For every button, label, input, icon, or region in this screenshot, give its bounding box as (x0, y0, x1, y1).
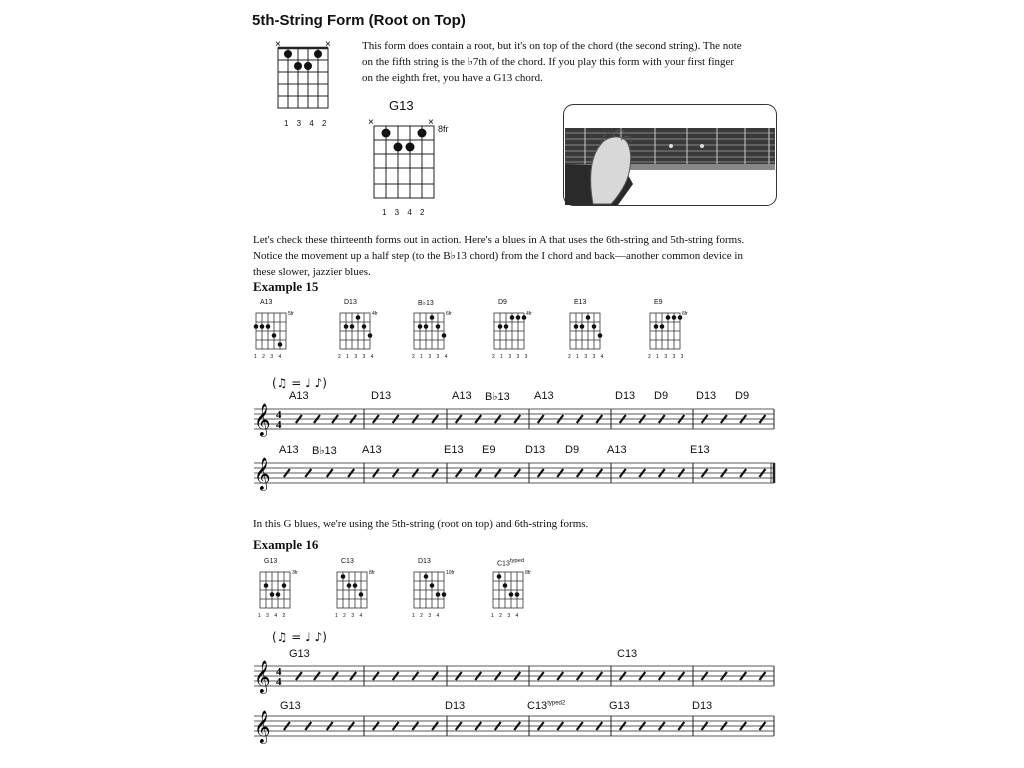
ex16-line2-chord-symbol: G13 (609, 700, 630, 712)
ex15-diagram-name: E13 (574, 299, 587, 306)
ex16-diagram-fingering: 1 2 3 4 (335, 613, 365, 619)
guitar-neck-photo (563, 104, 777, 206)
ex16-chord-diagram (410, 568, 450, 613)
svg-text:×: × (428, 117, 434, 128)
ex15-diagram-fingering: 2 1 3 3 4 (338, 354, 376, 360)
ex15-line2-chord-symbol: D13 (525, 444, 546, 456)
example-16-heading: Example 16 (253, 537, 319, 552)
ex15-line2-chord-symbol: A13 (362, 444, 382, 456)
ex16-diagram-fret: 8fr (369, 570, 375, 576)
ex15-diagram-name: D13 (344, 299, 357, 306)
g13-chord-name: G13 (389, 98, 414, 113)
ex15-line1-chord-symbol: D13 (696, 390, 717, 402)
ex15-diagram-fret: 6fr (446, 311, 452, 317)
ex16-diagram-fret: 10fr (446, 570, 455, 576)
ex15-diagram-fret: 4fr (526, 311, 532, 317)
g13-chord-diagram (366, 118, 446, 208)
ex15-diagram-fingering: 2 1 3 3 4 (412, 354, 450, 360)
ex15-chord-diagram (336, 309, 376, 354)
g-blues-paragraph: In this G blues, we're using the 5th-string (root on top) and 6th-string forms. (253, 518, 589, 530)
ex15-line1-chord-symbol: D9 (735, 390, 750, 402)
ex16-diagram-fingering: 1 2 3 4 (412, 613, 442, 619)
ex15-line1-chord-symbol: D13 (371, 390, 392, 402)
ex15-diagram-fret: 4fr (372, 311, 378, 317)
ex16-diagram-fret: 8fr (525, 570, 531, 576)
ex15-line2-chord-symbol: A13 (607, 444, 627, 456)
ex15-line1-chord-symbol: D13 (615, 390, 636, 402)
ex16-chord-diagram (489, 568, 529, 613)
ex16-diagram-fret: 3fr (292, 570, 298, 576)
ex15-diagram-name: D9 (498, 299, 507, 306)
ex15-chord-diagram (490, 309, 530, 354)
intro-paragraph: This form does contain a root, but it's on top of the chord (the second string). The note on the fifth string is the ♭7th of the chord. If you play this form with your first finger on the eighth fret, you have a G13 chord. (362, 40, 742, 84)
ex15-chord-diagram (410, 309, 450, 354)
g13-fingering: 1 3 4 2 (382, 208, 428, 217)
ex16-diagram-name: $C13^{typed}$ (497, 558, 525, 568)
ex15-diagram-name: B♭13 (418, 300, 434, 307)
example-16-swing-marking: (♫ = ♩ ♪) (272, 630, 327, 644)
g13-fret-label: 8fr (438, 124, 449, 134)
svg-text:×: × (368, 117, 374, 128)
ex16-diagram-name: C13 (341, 558, 354, 565)
ex15-diagram-fingering: 2 1 3 3 4 (568, 354, 606, 360)
ex16-diagram-name: D13 (418, 558, 431, 565)
ex16-line1-chord-symbol: G13 (289, 648, 310, 660)
generic-chord-fingering: 1 3 4 2 (284, 119, 330, 128)
ex16-diagram-name: G13 (264, 558, 278, 565)
ex15-line1-chord-symbol: A13 (452, 390, 472, 402)
treble-clef-icon: 𝄞 (254, 457, 271, 490)
section-heading: 5th-String Form (Root on Top) (252, 12, 466, 29)
ex15-line2-chord-symbol: E13 (690, 444, 710, 456)
ex16-chord-diagram (256, 568, 296, 613)
ex16-line2-chord-symbol: $C13^{typed2}$ (527, 700, 566, 712)
ex15-diagram-name: E9 (654, 299, 663, 306)
ex15-line1-chord-symbol: D9 (654, 390, 669, 402)
ex15-line1-chord-symbol: A13 (289, 390, 309, 402)
ex16-diagram-fingering: 1 2 3 4 (491, 613, 521, 619)
ex15-diagram-fingering: 1 2 3 4 (254, 354, 284, 360)
ex15-line2-chord-symbol: E9 (482, 444, 496, 456)
ex15-chord-diagram (646, 309, 686, 354)
ex15-chord-diagram (252, 309, 292, 354)
treble-clef-icon: 𝄞 (254, 710, 271, 743)
ex15-diagram-name: A13 (260, 299, 273, 306)
ex15-diagram-fret: 5fr (288, 311, 294, 317)
ex15-line2-chord-symbol: E13 (444, 444, 464, 456)
blues-in-a-paragraph: Let's check these thirteenth forms out in action. Here's a blues in A that uses the 6th-string and 5th-string forms. Notice the movement up a half step (to the B♭13 chord) from the I chord and back—another common device in these slower, jazzier blues. (253, 234, 745, 278)
ex16-diagram-fingering: 1 3 4 2 (258, 613, 288, 619)
time-signature-top: 4 (276, 409, 282, 421)
ex15-line1-chord-symbol: A13 (534, 390, 554, 402)
example-15-swing-marking: (♫ = ♩ ♪) (272, 376, 327, 390)
time-signature-bottom: 4 (276, 419, 282, 431)
time-signature-bottom: 4 (276, 676, 282, 688)
ex15-diagram-fingering: 2 1 3 3 3 (648, 354, 686, 360)
ex15-chord-diagram (566, 309, 606, 354)
example-15-heading: Example 15 (253, 279, 319, 294)
ex16-line1-chord-symbol: C13 (617, 648, 638, 660)
ex15-line1-chord-symbol: B♭13 (485, 391, 510, 403)
ex15-diagram-fret: 6fr (682, 311, 688, 317)
treble-clef-icon: 𝄞 (254, 403, 271, 436)
ex15-line2-chord-symbol: D9 (565, 444, 580, 456)
time-signature-top: 4 (276, 666, 282, 678)
svg-text:×: × (275, 39, 281, 50)
generic-chord-diagram (270, 40, 340, 130)
ex16-line2-chord-symbol: G13 (280, 700, 301, 712)
treble-clef-icon: 𝄞 (254, 660, 271, 693)
svg-text:×: × (325, 39, 331, 50)
ex15-diagram-fingering: 2 1 3 3 3 (492, 354, 530, 360)
ex16-line2-chord-symbol: D13 (445, 700, 466, 712)
example-16-staff (252, 662, 782, 762)
ex16-line2-chord-symbol: D13 (692, 700, 713, 712)
ex15-line2-chord-symbol: B♭13 (312, 445, 337, 457)
ex16-chord-diagram (333, 568, 373, 613)
ex15-line2-chord-symbol: A13 (279, 444, 299, 456)
